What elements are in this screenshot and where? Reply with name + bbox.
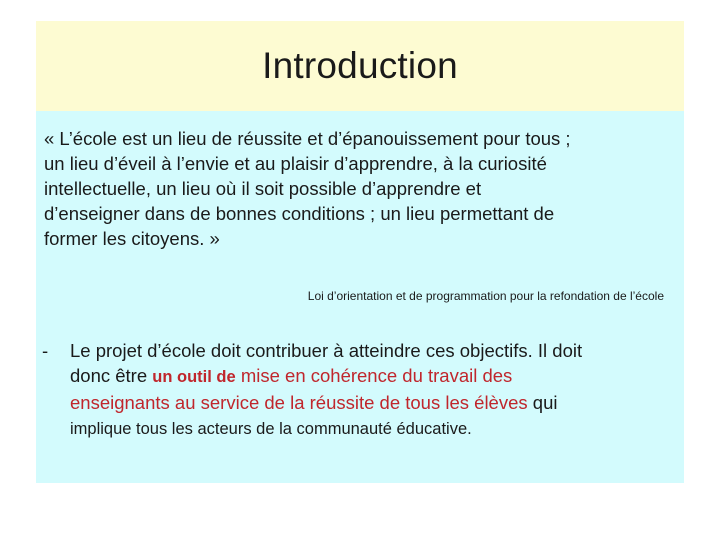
emphasis-reussite: enseignants au service de la réussite de tous les élèves <box>70 392 528 413</box>
bullet-line-3 <box>42 390 682 415</box>
bullet-dash: - <box>42 340 49 361</box>
quote-source: Loi d’orientation et de programmation pour la refondation de l’école <box>307 289 664 303</box>
emphasis-outil: un outil de <box>152 368 236 386</box>
bullet-line-2 <box>42 363 682 390</box>
bullet-line-1-text: Le projet d’école doit contribuer à atteindre ces objectifs. Il doit <box>70 340 583 361</box>
slide-title: Introduction <box>262 45 458 86</box>
bullet-line-4 <box>42 415 682 442</box>
bullet-line-1 <box>42 338 682 363</box>
quote-line-5: former les citoyens. » <box>44 228 220 249</box>
content-panel <box>36 111 684 483</box>
bullet-line-3-suffix: qui <box>527 392 558 413</box>
quote-line-3: intellectuelle, un lieu où il soit possible d’apprendre et <box>44 178 482 199</box>
title-banner <box>36 21 684 111</box>
quote-line-2: un lieu d’éveil à l’envie et au plaisir d’apprendre, à la curiosité <box>44 153 547 174</box>
emphasis-coherence: mise en cohérence du travail des <box>235 365 513 386</box>
quote-paragraph <box>44 126 680 251</box>
bullet-line-4-text: implique tous les acteurs de la communauté éducative. <box>70 420 472 438</box>
quote-line-4: d’enseigner dans de bonnes conditions ; un lieu permettant de <box>44 203 555 224</box>
bullet-paragraph <box>42 338 682 442</box>
quote-line-1: « L’école est un lieu de réussite et d’épanouissement pour tous ; <box>44 128 571 149</box>
bullet-line-2-prefix: donc être <box>70 365 153 386</box>
